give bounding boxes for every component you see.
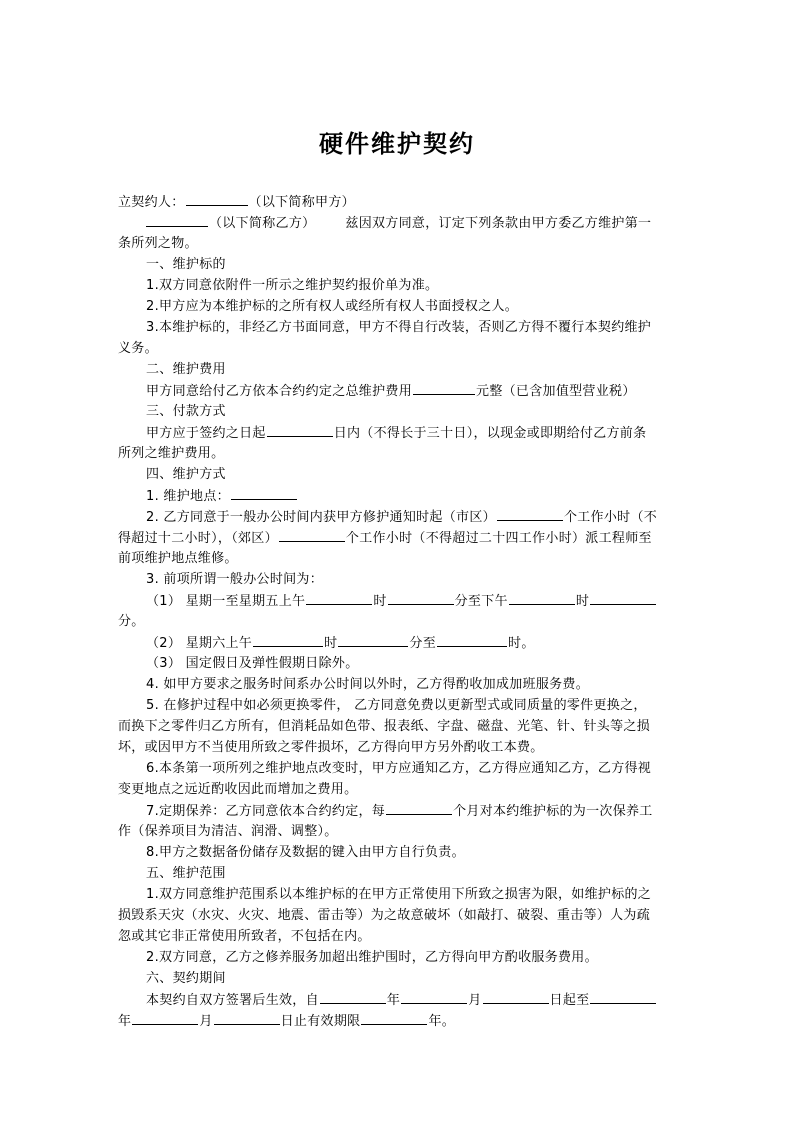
validity-end-text: 年。 [428,1014,456,1029]
end-day-blank[interactable] [214,1010,280,1025]
section-3-heading: 三、付款方式 [146,404,226,419]
fee-blank[interactable] [413,380,475,395]
clause-4-5-cont: 而换下之零件归乙方所有，但消耗品如色带、报表纸、字盘、磁盘、光笔、针、针头等之损 [118,719,651,734]
clause-4-3-1 [146,590,657,613]
end-month-unit: 月 [199,1014,213,1029]
clause-4-5-cont2: 坏，或因甲方不当使用所致之零件损坏，乙方得向甲方另外酌收工本费。 [118,740,544,755]
start-month-blank[interactable] [401,989,467,1004]
clause-4-7-text-b: 个月对本约维护标的为一次保养工 [453,804,653,819]
section-5-heading: 五、维护范围 [146,866,226,881]
clause-5-1: 1.双方同意维护范围系以本维护标的在甲方正常使用下所致之损害为限，如维护标的之 [146,887,652,902]
location-blank[interactable] [231,485,297,500]
clause-4-1 [146,485,298,508]
weekday-hour-unit: 时 [373,594,387,609]
saturday-start-minute-blank[interactable] [338,632,408,647]
clause-2-1-text: 甲方同意给付乙方依本合约约定之总维护费用 [146,384,413,399]
section-4-heading: 四、维护方式 [146,467,226,482]
clause-4-5: 5. 在修护过程中如必须更换零件， 乙方同意免费以更新型式或同质量的零件更换之， [146,698,647,713]
party-b-blank[interactable] [146,212,208,227]
clause-1-3-cont: 义务。 [118,341,158,356]
saturday-end-text: 时。 [508,636,535,651]
clause-3-1 [146,422,646,445]
clause-5-1-cont2: 忽或其它非正常使用所致者，不包括在内。 [118,929,371,944]
intro-text-cont: 条所列之物。 [118,236,198,251]
saturday-text: （2） 星期六上午 [146,636,253,651]
saturday-start-hour-blank[interactable] [253,632,323,647]
weekday-to-text: 分至下午 [454,594,508,609]
year-unit: 年 [386,993,401,1008]
clause-4-3-1-cont: 分。 [118,614,145,629]
clause-4-6: 6.本条第一项所列之维护地点改变时，甲方应通知乙方，乙方得应通知乙方，乙方得视 [146,761,652,776]
clause-4-2-text-d: 个工作小时（不得超过二十四工作小时）派工程师至 [345,531,652,546]
clause-4-3-3: （3） 国定假日及弹性假期日除外。 [146,656,359,671]
clause-4-1-text: 1. 维护地点： [146,489,230,504]
clause-4-2 [146,506,657,529]
start-year-blank[interactable] [320,989,386,1004]
clause-4-2-cont2: 前项维护地点维修。 [118,551,238,566]
end-year-unit: 年 [118,1014,132,1029]
weekday-end-hour-blank[interactable] [509,590,575,605]
party-b-note: （以下简称乙方） [209,216,316,231]
clause-4-8: 8.甲方之数据备份储存及数据的键入由甲方自行负责。 [146,845,465,860]
saturday-hour-unit: 时 [324,636,338,651]
clause-4-3: 3. 前项所谓一般办公时间为： [146,572,324,587]
month-unit: 月 [468,993,482,1008]
section-1-heading: 一、维护标的 [146,257,226,272]
clause-4-7-cont: 作（保养项目为清洁、润滑、调整）。 [118,824,338,839]
day-to-text: 日起至 [549,993,590,1008]
party-a-note: （以下简称甲方） [248,195,355,210]
clause-4-3-2 [146,632,535,655]
payment-days-blank[interactable] [267,422,333,437]
section-2-heading: 二、维护费用 [146,362,226,377]
maintenance-months-blank[interactable] [386,800,452,815]
clause-6-1-text: 本契约自双方签署后生效，自 [146,993,319,1008]
weekday-start-hour-blank[interactable] [306,590,372,605]
clause-2-1 [146,380,636,403]
clause-4-2-cont [118,527,652,550]
end-month-blank[interactable] [132,1010,198,1025]
clause-4-6-cont: 变更地点之远近酌收因此而增加之费用。 [118,782,358,797]
clause-4-4: 4. 如甲方要求之服务时间系办公时间以外时，乙方得酌收加成加班服务费。 [146,677,590,692]
party-b-line [118,212,651,235]
clause-4-2-text: 2. 乙方同意于一般办公时间内获甲方修护通知时起（市区） [146,510,496,525]
suburb-hours-blank[interactable] [279,527,345,542]
saturday-to-text: 分至 [409,636,437,651]
clause-3-1-cont: 所列之维护费用。 [118,446,225,461]
party-a-blank[interactable] [186,191,248,206]
validity-text: 日止有效期限 [280,1014,361,1029]
end-year-lead-blank[interactable] [590,989,656,1004]
page-title: 硬件维护契约 [319,130,475,158]
weekday-hour-unit-2: 时 [575,594,590,609]
clause-2-1-text-b: 元整（已含加值型营业税） [476,384,636,399]
saturday-end-hour-blank[interactable] [437,632,507,647]
clause-4-7 [146,800,653,823]
party-a-line [118,191,355,214]
clause-3-1-text-b: 日内（不得长于三十日），以现金或即期给付乙方前条 [333,426,647,441]
city-hours-blank[interactable] [497,506,563,521]
weekday-end-minute-blank[interactable] [590,590,656,605]
start-day-blank[interactable] [483,989,549,1004]
party-a-label: 立契约人： [118,195,185,210]
section-6-heading: 六、契约期间 [146,971,226,986]
validity-years-blank[interactable] [361,1010,427,1025]
clause-1-2: 2.甲方应为本维护标的之所有权人或经所有权人书面授权之人。 [146,299,519,314]
clause-4-2-text-b: 个工作小时（不 [563,510,658,525]
weekday-start-minute-blank[interactable] [388,590,454,605]
clause-6-1 [146,989,657,1012]
weekday-text: （1） 星期一至星期五上午 [146,594,306,609]
intro-text: 兹因双方同意，订定下列条款由甲方委乙方维护第一 [345,216,652,231]
clause-6-1-cont [118,1010,455,1033]
clause-4-7-text: 7.定期保养：乙方同意依本合约约定，每 [146,804,386,819]
clause-1-1: 1.双方同意依附件一所示之维护契约报价单为准。 [146,278,439,293]
clause-5-2: 2.双方同意，乙方之修养服务加超出维护围时，乙方得向甲方酌收服务费用。 [146,950,598,965]
clause-3-1-text: 甲方应于签约之日起 [146,426,266,441]
clause-1-3: 3.本维护标的，非经乙方书面同意，甲方不得自行改装，否则乙方得不覆行本契约维护 [146,320,652,335]
clause-5-1-cont: 损毁系天灾（水灾、火灾、地震、雷击等）为之故意破坏（如敲打、破裂、重击等）人为疏 [118,908,651,923]
clause-4-2-text-c: 得超过十二小时），（郊区） [118,531,278,546]
